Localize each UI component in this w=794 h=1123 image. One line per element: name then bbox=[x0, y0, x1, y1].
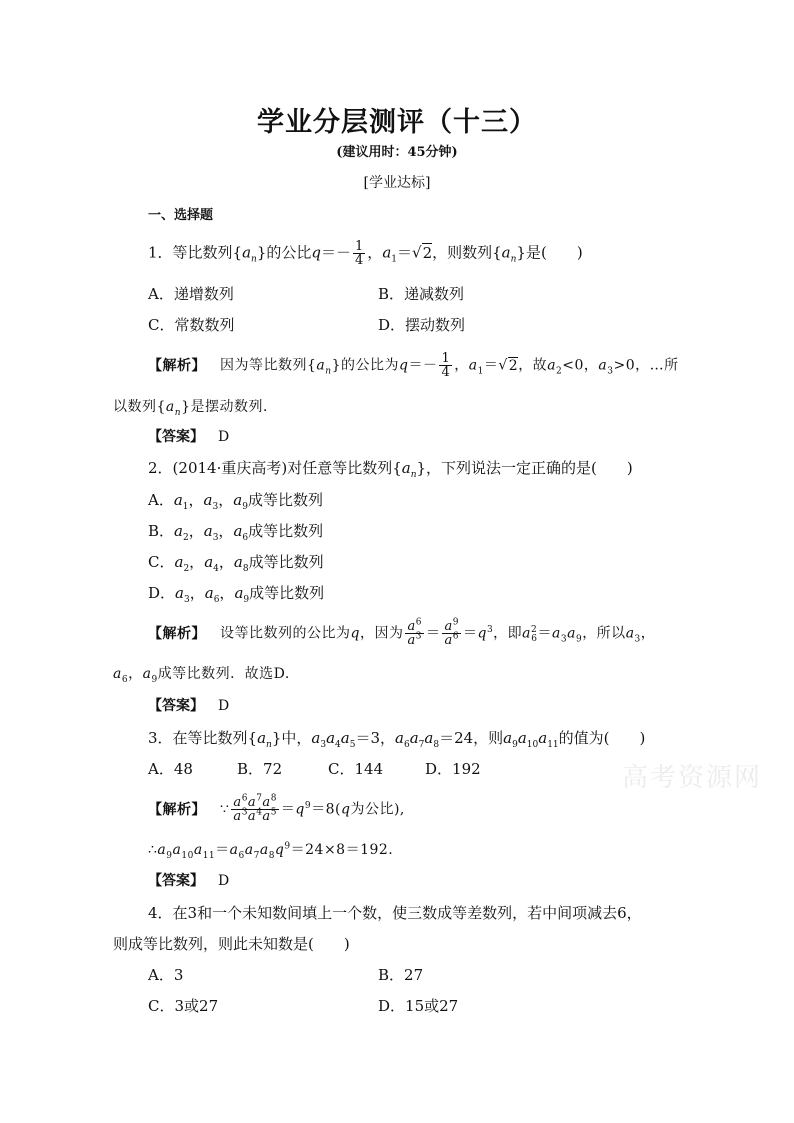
question-1: 1．等比数列$\{a_n\}$的公比q＝－ $\frac{1}{4}$ ，$a_1=√2$，则数列$\{a_n\}$是( ) bbox=[148, 239, 583, 268]
q3-option-b: B．72 bbox=[237, 760, 283, 778]
question-4-line-1: 4．在3和一个未知数间填上一个数，使三数成等差数列，若中间项减去6， bbox=[148, 904, 642, 922]
section-heading: 一、选择题 bbox=[148, 208, 214, 223]
q4-option-a: A．3 bbox=[148, 966, 184, 984]
q1-option-c: C．常数数列 bbox=[148, 316, 235, 334]
fraction-one-quarter: $\frac{1}{4}$ bbox=[355, 239, 364, 268]
watermark: 高考资源网 bbox=[622, 763, 763, 793]
q2-analysis-cont: $a_6$，$a_9$成等比数列．故选D. bbox=[113, 666, 290, 685]
q1-option-d: D．摆动数列 bbox=[378, 316, 466, 334]
q1-answer: 【答案】 D bbox=[148, 429, 230, 445]
question-2: 2．(2014·重庆高考)对任意等比数列$\{a_n\}$，下列说法一定正确的是( ) bbox=[148, 459, 633, 480]
question-4-line-2: 则成等比数列，则此未知数是( ) bbox=[113, 935, 350, 953]
q4-option-c: C．3或27 bbox=[148, 997, 219, 1015]
q1-analysis-cont: 以数列$\{a_n\}$是摆动数列． bbox=[113, 399, 278, 418]
q2-analysis: 【解析】 设等比数列的公比为q，因为 $\frac{a^6}{a^3}$ ＝ $\frac{a^9}{a^6}$ $=q^3$，即$a^2_6=a_3a_9$，所以$a_3$， bbox=[148, 617, 656, 648]
q2-option-a: A．$a_1$，$a_3$，$a_9$成等比数列 bbox=[148, 491, 323, 512]
q2-answer: 【答案】 D bbox=[148, 698, 230, 714]
q3-option-a: A．48 bbox=[148, 760, 193, 778]
q3-analysis-cont: $\therefore a_9a_{10}a_{11}=a_6a_7a_8q^9=24\times 8=192$. bbox=[148, 841, 394, 861]
question-3: 3．在等比数列$\{a_n\}$中，$a_3a_4a_5=3$，$a_6a_7a_8=24$，则$a_9a_{10}a_{11}$的值为( ) bbox=[148, 729, 646, 750]
q3-answer: 【答案】 D bbox=[148, 873, 230, 889]
q3-option-d: D．192 bbox=[425, 760, 481, 778]
q2-option-d: D．$a_3$，$a_6$，$a_9$成等比数列 bbox=[148, 584, 325, 605]
q4-option-b: B．27 bbox=[378, 966, 424, 984]
q3-analysis: 【解析】 ∵ $\frac{a^6a^7a^8}{a^3a^4a^5}$ $=q^9=8(q$为公比), bbox=[148, 793, 405, 824]
q2-option-c: C．$a_2$，$a_4$，$a_8$成等比数列 bbox=[148, 553, 324, 574]
time-hint: (建议用时：45分钟) bbox=[336, 145, 458, 160]
level-tag: [学业达标] bbox=[363, 175, 431, 191]
q3-option-c: C．144 bbox=[328, 760, 384, 778]
q2-option-b: B．$a_2$，$a_3$，$a_6$成等比数列 bbox=[148, 522, 324, 543]
q1-option-b: B．递减数列 bbox=[378, 285, 465, 303]
q4-option-d: D．15或27 bbox=[378, 997, 459, 1015]
q1-analysis: 【解析】 因为等比数列$\{a_n\}$的公比为q＝－ $\frac{1}{4}$ ，$a_1=√2$，故$a_2<0$，$a_3>0$，…所 bbox=[148, 351, 679, 380]
q1-option-a: A．递增数列 bbox=[148, 285, 234, 303]
page-title: 学业分层测评（十三） bbox=[257, 107, 537, 138]
